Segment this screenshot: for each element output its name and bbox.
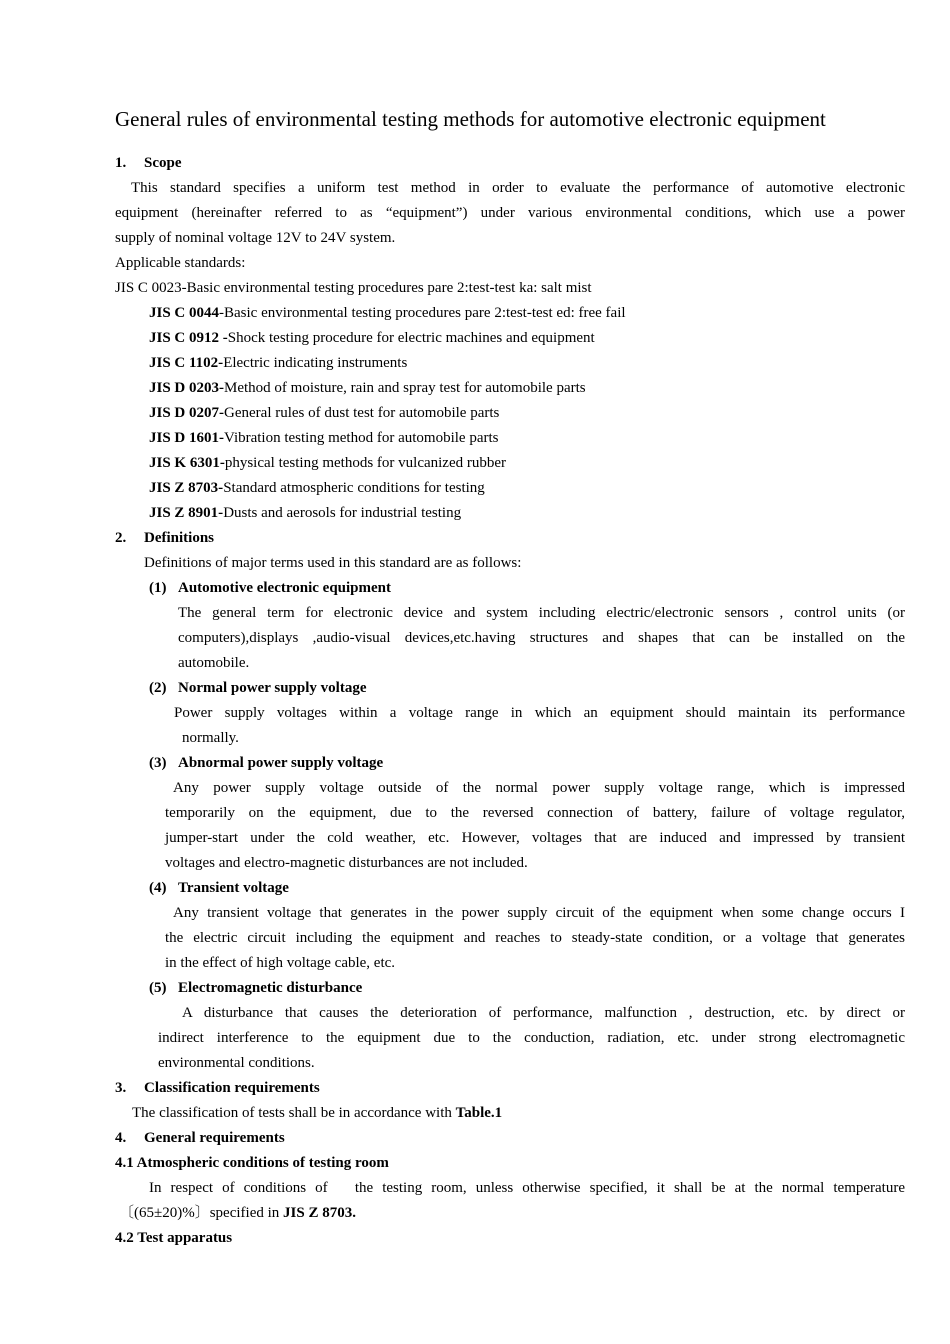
- definition-text-line: Any power supply voltage outside of the normal power supply voltage range, which is impressed: [173, 780, 905, 796]
- standard-desc: Vibration testing method for automobile parts: [224, 430, 499, 446]
- definition-title: Transient voltage: [178, 880, 289, 896]
- section-number: 4.: [115, 1130, 127, 1146]
- standard-desc: Method of moisture, rain and spray test for automobile parts: [224, 380, 586, 396]
- standard-desc: physical testing methods for vulcanized rubber: [224, 455, 507, 471]
- definition-text-line: computers),displays ,audio-visual devices,etc.having structures and shapes that can be installed on the: [178, 630, 905, 646]
- standard-item: [149, 328, 595, 348]
- standard-item: [149, 303, 626, 323]
- standard-item: [149, 503, 461, 523]
- section-title: Classification requirements: [144, 1080, 320, 1096]
- definition-text-line: The general term for electronic device and system including electric/electronic sensors , control units (or: [178, 605, 905, 621]
- conditions-text: 〔(65±20)%〕specified in: [119, 1205, 284, 1221]
- definition-text-line: A disturbance that causes the deterioration of performance, malfunction , destruction, etc. by direct or: [182, 1005, 905, 1021]
- definition-text-line: in the effect of high voltage cable, etc.: [165, 955, 396, 971]
- definition-text-line: automobile.: [178, 655, 250, 671]
- definition-text-line: Any transient voltage that generates in the power supply circuit of the equipment when some change occurs I: [173, 905, 905, 921]
- standard-code: JIS Z 8703-: [149, 480, 224, 496]
- definition-text-line: normally.: [182, 730, 239, 746]
- definition-term: [149, 978, 362, 998]
- section-heading-definitions: [115, 528, 214, 548]
- definition-number: (5): [149, 980, 167, 996]
- definition-text-line: Power supply voltages within a voltage range in which an equipment should maintain its performance: [174, 705, 905, 721]
- definition-text-line: the electric circuit including the equipment and reaches to steady-state condition, or a voltage that generates: [165, 930, 905, 946]
- section-heading-general: [115, 1128, 285, 1148]
- definition-title: Automotive electronic equipment: [178, 580, 392, 596]
- section-number: 1.: [115, 155, 127, 171]
- definitions-intro: Definitions of major terms used in this standard are as follows:: [144, 555, 522, 571]
- standard-desc: Shock testing procedure for electric machines and equipment: [227, 330, 595, 346]
- subsection-heading-4-2: 4.2 Test apparatus: [115, 1230, 233, 1246]
- applicable-standards-label: Applicable standards:: [115, 255, 246, 271]
- section-title: Scope: [144, 155, 182, 171]
- classification-text: [132, 1103, 502, 1123]
- scope-para-line-2: equipment (hereinafter referred to as “equipment”) under various environmental conditions, which use a power: [115, 205, 905, 221]
- section-number: 3.: [115, 1080, 127, 1096]
- standard-item: [149, 403, 499, 423]
- standard-desc: Standard atmospheric conditions for testing: [223, 480, 485, 496]
- standard-item: [149, 478, 485, 498]
- standard-item: [149, 378, 586, 398]
- definition-term: [149, 678, 366, 698]
- standard-code: JIS C 1102-: [149, 355, 224, 371]
- scope-para-line-1: This standard specifies a uniform test method in order to evaluate the performance of automotive electronic: [131, 180, 905, 196]
- subsection-heading-4-1: 4.1 Atmospheric conditions of testing room: [115, 1155, 389, 1171]
- definition-term: [149, 878, 289, 898]
- standard-code: JIS K 6301-: [149, 455, 225, 471]
- standard-item: [149, 353, 407, 373]
- document-title: General rules of environmental testing methods for automotive electronic equipment: [115, 107, 826, 131]
- definition-term: [149, 753, 383, 773]
- definition-title: Normal power supply voltage: [178, 680, 367, 696]
- standard-item: JIS C 0023-Basic environmental testing procedures pare 2:test-test ka: salt mist: [115, 280, 592, 296]
- standard-code: JIS D 0207-: [149, 405, 225, 421]
- standard-item: [149, 428, 498, 448]
- table-reference: Table.1: [455, 1105, 503, 1121]
- definition-title: Abnormal power supply voltage: [178, 755, 384, 771]
- definition-number: (1): [149, 580, 167, 596]
- standard-desc: General rules of dust test for automobile parts: [224, 405, 500, 421]
- standard-code: JIS D 0203-: [149, 380, 225, 396]
- section-number: 2.: [115, 530, 127, 546]
- classification-sentence: The classification of tests shall be in accordance with: [132, 1105, 456, 1121]
- definition-text-line: temporarily on the equipment, due to the reversed connection of battery, failure of voltage regulator,: [165, 805, 905, 821]
- definition-title: Electromagnetic disturbance: [178, 980, 363, 996]
- standard-code: JIS Z 8901-: [149, 505, 224, 521]
- section-heading-classification: [115, 1078, 320, 1098]
- definition-number: (2): [149, 680, 167, 696]
- subsection-4-1-line-2: [119, 1203, 356, 1223]
- section-title: General requirements: [144, 1130, 285, 1146]
- definition-text-line: jumper-start under the cold weather, etc. However, voltages that are induced and impressed by transient: [165, 830, 905, 846]
- definition-term: [149, 578, 391, 598]
- subsection-4-1-line-1: In respect of conditions of the testing room, unless otherwise specified, it shall be at the normal temperature: [149, 1180, 905, 1196]
- standard-desc: Electric indicating instruments: [223, 355, 408, 371]
- definition-number: (3): [149, 755, 167, 771]
- standard-code: JIS D 1601-: [149, 430, 225, 446]
- scope-para-line-3: supply of nominal voltage 12V to 24V system.: [115, 230, 396, 246]
- standard-code: JIS C 0912 -: [149, 330, 228, 346]
- definition-number: (4): [149, 880, 167, 896]
- definition-text-line: indirect interference to the equipment due to the conduction, radiation, etc. under strong electromagnetic: [158, 1030, 905, 1046]
- definition-text-line: environmental conditions.: [158, 1055, 315, 1071]
- section-title: Definitions: [144, 530, 215, 546]
- definition-text-line: voltages and electro-magnetic disturbances are not included.: [165, 855, 528, 871]
- section-heading-scope: [115, 153, 182, 173]
- standard-item: [149, 453, 506, 473]
- standard-desc: -Basic environmental testing procedures pare 2:test-test ed: free fail: [219, 305, 626, 321]
- standard-reference: JIS Z 8703.: [283, 1205, 356, 1221]
- standard-code: JIS C 0044: [149, 305, 220, 321]
- standard-desc: Dusts and aerosols for industrial testing: [223, 505, 462, 521]
